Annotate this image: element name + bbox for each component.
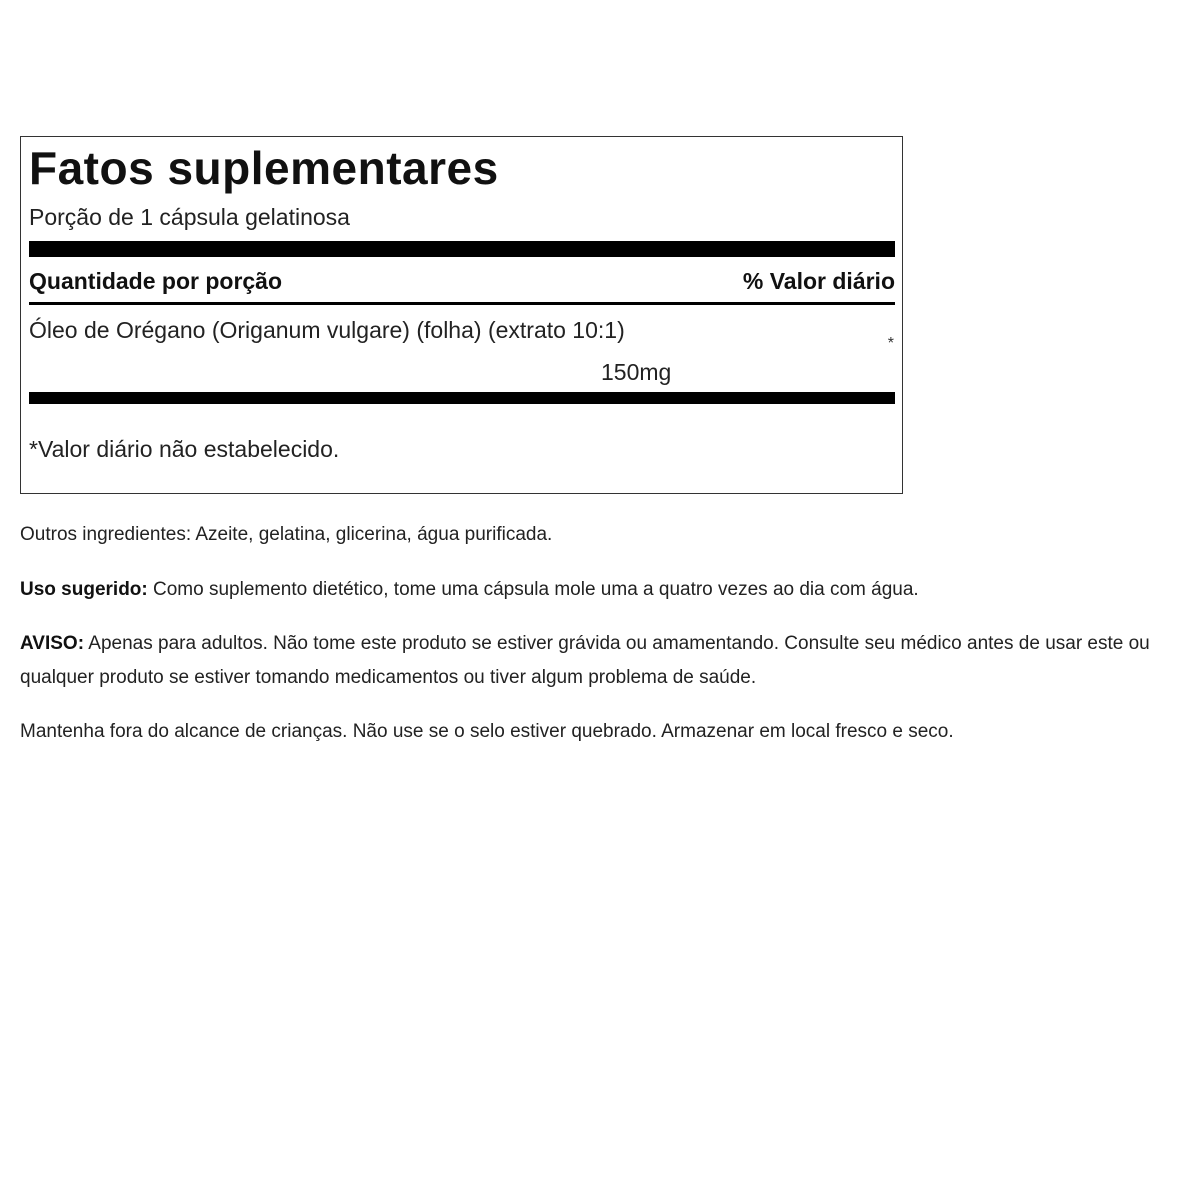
serving-size: Porção de 1 cápsula gelatinosa xyxy=(29,204,350,230)
warning-text: Apenas para adultos. Não tome este produto se estiver grávida ou amamentando. Consulte seu médico antes de usar este ou qualquer produto se estiver tomando medicamentos ou tiver algum problema de saúde. xyxy=(20,633,1150,688)
supplement-facts-panel xyxy=(20,136,903,494)
ingredient-amount: 150mg xyxy=(601,359,672,385)
daily-value-header: % Valor diário xyxy=(742,268,895,294)
other-ingredients: Outros ingredientes: Azeite, gelatina, glicerina, água purificada. xyxy=(20,524,553,545)
facts-title: Fatos suplementares xyxy=(29,142,499,194)
warning xyxy=(20,627,1195,695)
ingredient-daily-value: * xyxy=(887,335,894,352)
thin-divider xyxy=(29,302,895,305)
suggested-use xyxy=(20,573,1195,607)
ingredient-name: Óleo de Orégano (Origanum vulgare) (folha) (extrato 10:1) xyxy=(29,317,625,343)
amount-per-serving-header: Quantidade por porção xyxy=(29,268,283,294)
thick-divider-bottom xyxy=(29,392,895,404)
thick-divider-top xyxy=(29,241,895,257)
storage-instructions: Mantenha fora do alcance de crianças. Não use se o selo estiver quebrado. Armazenar em local fresco e seco. xyxy=(20,721,954,742)
suggested-use-text: Como suplemento dietético, tome uma cápsula mole uma a quatro vezes ao dia com água. xyxy=(147,579,919,600)
daily-value-footnote: *Valor diário não estabelecido. xyxy=(29,436,340,462)
warning-label: AVISO: xyxy=(20,633,85,654)
suggested-use-label: Uso sugerido: xyxy=(20,579,148,600)
